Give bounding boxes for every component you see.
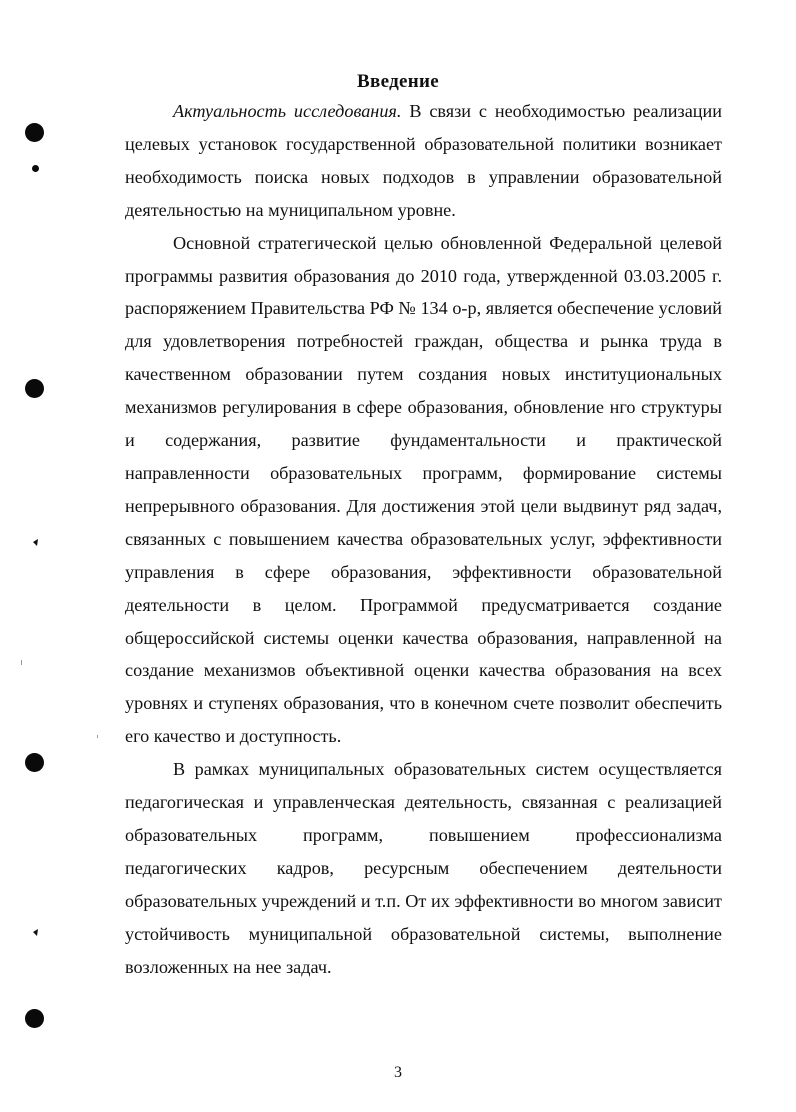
scan-speck-icon <box>21 660 22 665</box>
paragraph-municipal-systems: В рамках муниципальных образовательных систем осуществляется педагогическая и управленческая деятельность, связанная с реализацией образовательных программ, повышением профессионализма педагогических кадров, ресурсным обеспечением деятельности образовательных учреждений и т.п. От их эффективности во многом зависит устойчивость муниципальной образовательной системы, выполнение возложенных на нее задач. <box>125 759 722 977</box>
paragraph-federal-program: Основной стратегической целью обновленной Федеральной целевой программы развития образования до 2010 года, утвержденной 03.03.2005 г. распоряжением Правительства РФ № 134 о-р, является обеспечение условий для удовлетворения потребностей граждан, общества и рынка труда в качественном образовании путем создания новых институциональных механизмов регулирования в сфере образования, обновление нго структуры и содержания, развитие фундаментальности и практической направленности образовательных программ, формирование системы непрерывного образования. Для достижения этой цели выдвинут ряд задач, связанных с повышением качества образовательных услуг, эффективности управления в сфере образования, эффективности образовательной деятельности в целом. Программой предусматривается создание общероссийской системы оценки качества образования, направленной на создание механизмов объективной оценки качества образования на всех уровнях и ступенях образования, что в конечном счете позволит обеспечить его качество и доступность. <box>125 232 722 747</box>
page-title: Введение <box>357 71 439 92</box>
page-number: 3 <box>394 1064 402 1081</box>
scan-speck-icon <box>97 735 98 738</box>
punch-hole-icon <box>25 379 44 398</box>
punch-hole-icon <box>25 753 44 772</box>
punch-hole-icon <box>25 123 44 142</box>
scan-mark-icon <box>32 928 40 937</box>
relevance-lead: Актуальность исследования. <box>173 101 402 121</box>
paragraph-relevance <box>125 95 722 227</box>
paragraph-1-text: В связи с необходимостью реализации целевых установок государственной образовательной политики возникает необходимость поиска новых подходов в управлении образовательной деятельностью на муниципальном уровне. <box>125 101 722 220</box>
body-text <box>125 95 722 983</box>
scan-mark-icon <box>32 538 40 547</box>
punch-dot-icon <box>32 165 39 172</box>
punch-hole-icon <box>25 1009 44 1028</box>
